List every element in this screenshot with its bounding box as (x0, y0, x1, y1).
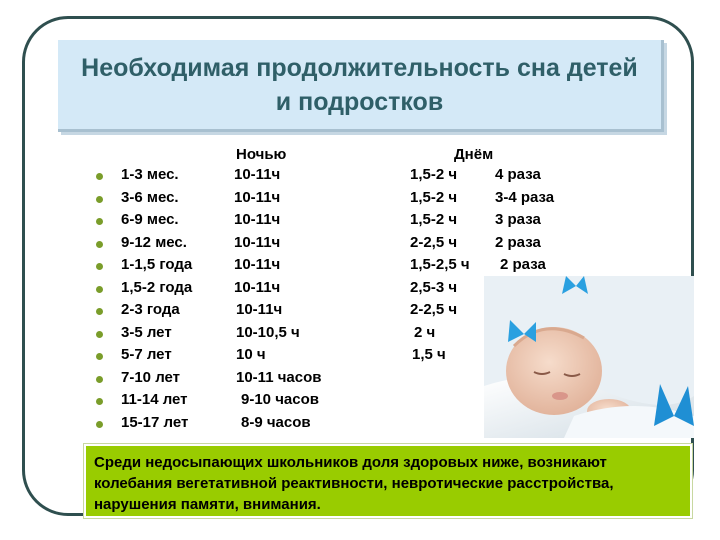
day-cell: 2,5-3 ч (410, 278, 458, 296)
bullet-icon (96, 173, 103, 180)
bullet-icon (96, 241, 103, 248)
night-cell: 10-11 часов (236, 368, 322, 386)
naps-cell: 4 раза (495, 166, 541, 183)
night-cell: 10-11ч (234, 166, 281, 183)
age-cell: 3-5 лет (121, 323, 172, 341)
day-cell: 2-2,5 ч (410, 233, 458, 251)
age-cell: 15-17 лет (121, 413, 189, 431)
night-cell: 10-11ч (234, 278, 281, 296)
table-row (96, 166, 566, 189)
slide-title: Необходимая продолжительность сна детей и подростков (81, 53, 638, 116)
table-row (96, 189, 566, 212)
naps-cell: 2 раза (495, 233, 541, 251)
day-cell: 2-2,5 ч (410, 301, 458, 318)
night-cell: 10-11ч (234, 233, 281, 251)
header-day: Днём (454, 146, 494, 163)
age-cell: 6-9 мес. (121, 211, 179, 228)
naps-cell: 3-4 раза (495, 188, 555, 206)
night-cell: 10-11ч (234, 188, 281, 206)
day-cell: 1,5-2 ч (410, 211, 458, 228)
bullet-icon (96, 308, 103, 315)
note-box (84, 444, 692, 518)
bullet-icon (96, 331, 103, 338)
age-cell: 11-14 лет (121, 391, 188, 408)
day-cell: 1,5-2 ч (410, 188, 458, 206)
age-cell: 3-6 мес. (121, 188, 179, 206)
age-cell: 7-10 лет (121, 368, 181, 386)
age-cell: 1,5-2 года (121, 278, 193, 296)
day-cell: 1,5-2,5 ч (410, 256, 470, 273)
age-cell: 1-1,5 года (121, 256, 193, 273)
note-text: Среди недосыпающих школьников доля здоровых ниже, возникают колебания вегетативной реактивности, невротические расстройства, нарушения памяти, внимания. (94, 454, 614, 513)
day-cell: 2 ч (414, 323, 436, 341)
bullet-icon (96, 263, 103, 270)
age-cell: 9-12 мес. (121, 233, 187, 251)
bullet-icon (96, 421, 103, 428)
bullet-icon (96, 353, 103, 360)
table-row (96, 211, 566, 234)
bullet-icon (96, 196, 103, 203)
title-box (58, 40, 664, 132)
sleeping-baby-illustration (484, 276, 694, 438)
age-cell: 5-7 лет (121, 346, 172, 363)
night-cell: 10-10,5 ч (236, 323, 300, 341)
night-cell: 10-11ч (234, 211, 281, 228)
naps-cell: 2 раза (500, 256, 546, 273)
age-cell: 2-3 года (121, 301, 180, 318)
bullet-icon (96, 218, 103, 225)
age-cell: 1-3 мес. (121, 166, 179, 183)
sleeping-baby-photo (484, 276, 694, 438)
bullet-icon (96, 398, 103, 405)
night-cell: 10-11ч (236, 301, 283, 318)
naps-cell: 3 раза (495, 211, 541, 228)
night-cell: 10 ч (236, 346, 266, 363)
night-cell: 8-9 часов (241, 413, 311, 431)
day-cell: 1,5 ч (412, 346, 446, 363)
header-night: Ночью (236, 146, 287, 163)
night-cell: 9-10 часов (241, 391, 319, 408)
bullet-icon (96, 286, 103, 293)
table-row (96, 234, 566, 257)
bullet-icon (96, 376, 103, 383)
night-cell: 10-11ч (234, 256, 281, 273)
day-cell: 1,5-2 ч (410, 166, 458, 183)
